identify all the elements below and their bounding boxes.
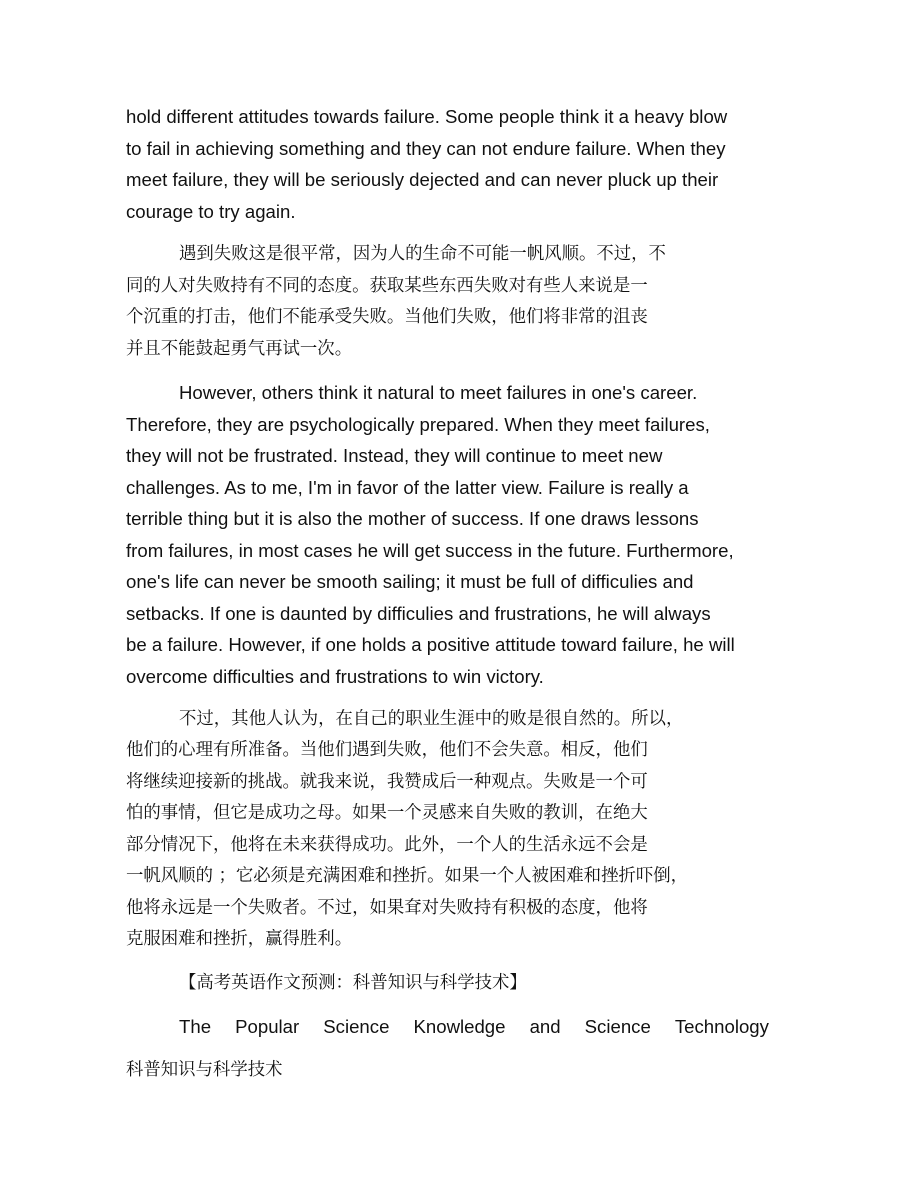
title-word: Knowledge [413, 1016, 506, 1037]
para1-zh-line: 个沉重的打击，他们不能承受失败。当他们失败，他们将非常的沮丧 [126, 307, 648, 327]
para2-zh-line: 怕的事情，但它是成功之母。如果一个灵感来自失败的教训，在绝大 [126, 803, 648, 823]
title-word: Science [323, 1016, 390, 1037]
para2-en-line: from failures, in most cases he will get success in the future. Furthermore, [126, 540, 734, 561]
para2-en-line: overcome difficulties and frustrations to win victory. [126, 666, 544, 687]
para1-en-line: courage to try again. [126, 201, 296, 222]
para2-zh-line: 将继续迎接新的挑战。就我来说，我赞成后一种观点。失败是一个可 [126, 772, 648, 792]
para2-zh-line: 一帆风顺的 ；它必须是充满困难和挫折。如果一个人被困难和挫折吓倒， [126, 866, 689, 886]
para2-zh-line: 部分情况下，他将在未来获得成功。此外，一个人的生活永远不会是 [126, 835, 648, 855]
para2-zh-line: 不过，其他人认为，在自己的职业生涯中的败是很自然的。所以， [179, 709, 684, 729]
essay-title-zh: 科普知识与科学技术 [126, 1060, 283, 1080]
para1-en-line: hold different attitudes towards failure. Some people think it a heavy blow [126, 106, 728, 127]
para2-zh-line: 克服困难和挫折，赢得胜利。 [126, 929, 353, 949]
para2-zh-line: 他们的心理有所准备。当他们遇到失败，他们不会失意。相反，他们 [126, 740, 648, 760]
para2-en-line: However, others think it natural to meet failures in one's career. [179, 382, 698, 403]
para2-en-line: one's life can never be smooth sailing; it must be full of difficulies and [126, 571, 694, 592]
para2-en-line: setbacks. If one is daunted by difficulies and frustrations, he will always [126, 603, 711, 624]
para1-zh-line: 同的人对失败持有不同的态度。获取某些东西失败对有些人来说是一 [126, 276, 648, 296]
para1-zh-line: 并且不能鼓起勇气再试一次。 [126, 339, 353, 359]
para2-en-line: challenges. As to me, I'm in favor of the latter view. Failure is really a [126, 477, 689, 498]
title-word: Popular [235, 1016, 300, 1037]
para1-en-line: to fail in achieving something and they can not endure failure. When they [126, 138, 726, 159]
essay-title-en [126, 1015, 769, 1039]
para2-en-line: terrible thing but it is also the mother of success. If one draws lessons [126, 508, 699, 529]
section-heading: 【高考英语作文预测：科普知识与科学技术】 [179, 973, 527, 993]
para1-en-line: meet failure, they will be seriously dejected and can never pluck up their [126, 169, 719, 190]
title-word: Science [584, 1016, 651, 1037]
title-word: and [529, 1016, 561, 1037]
title-word: The [179, 1016, 212, 1037]
para2-en-line: they will not be frustrated. Instead, they will continue to meet new [126, 445, 663, 466]
para2-en-line: Therefore, they are psychologically prepared. When they meet failures, [126, 414, 710, 435]
para2-en-line: be a failure. However, if one holds a positive attitude toward failure, he will [126, 634, 735, 655]
para1-zh-line: 遇到失败这是很平常，因为人的生命不可能一帆风顺。不过，不 [179, 244, 666, 264]
title-word: Technology [674, 1016, 769, 1037]
para2-zh-line: 他将永远是一个失败者。不过，如果耷对失败持有积极的态度，他将 [126, 898, 648, 918]
